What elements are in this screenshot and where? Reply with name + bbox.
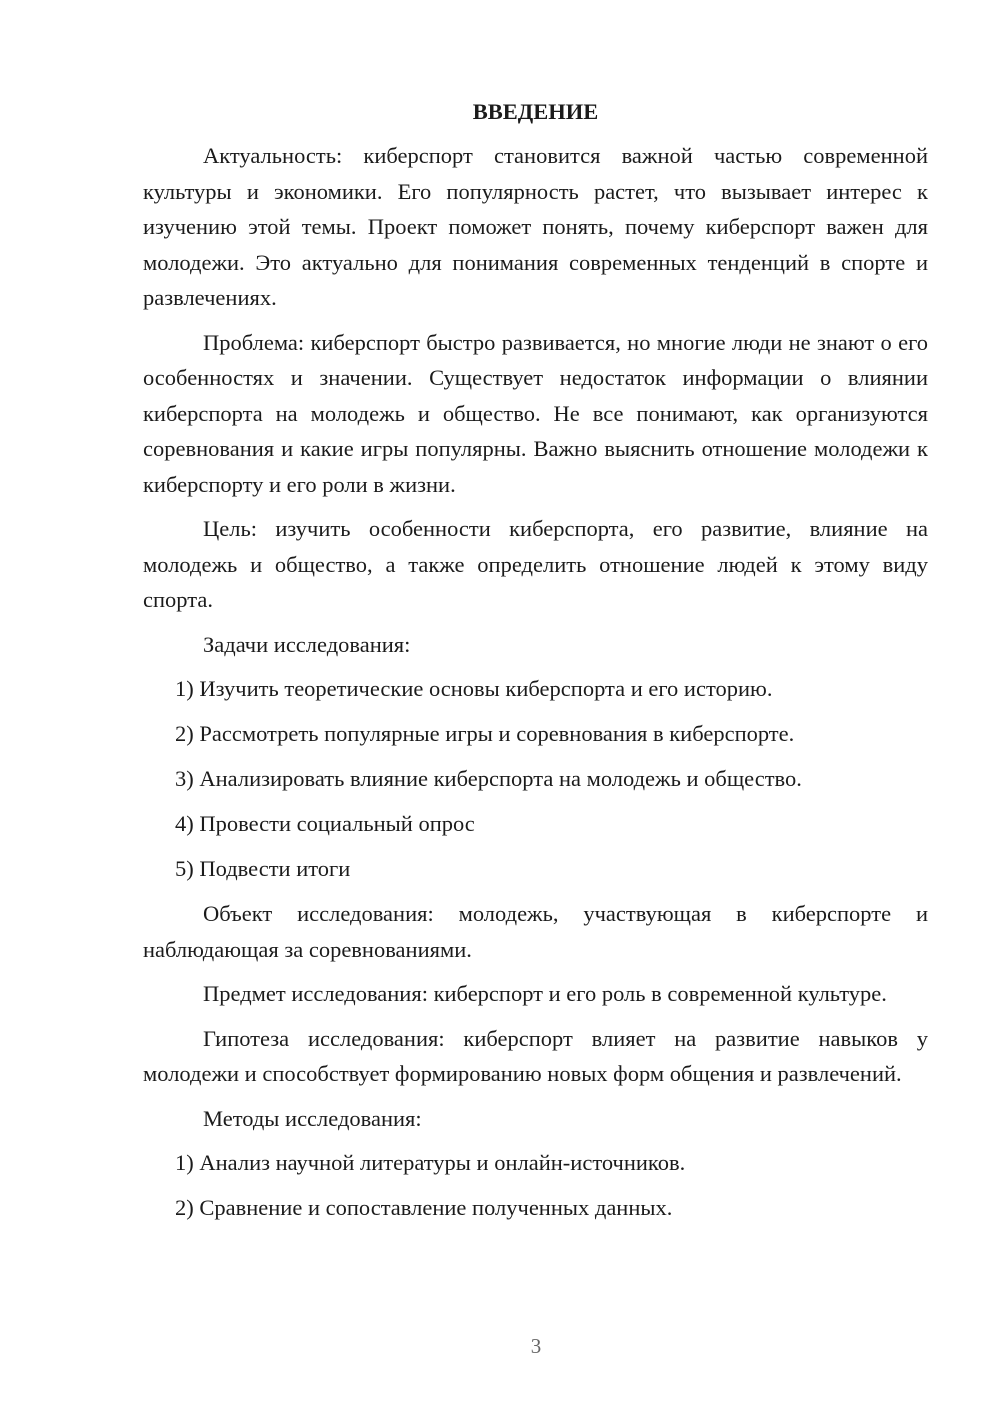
object-paragraph: Объект исследования: молодежь, участвующая в киберспорте и наблюдающая за соревнованиями.: [143, 901, 928, 962]
subject-paragraph: Предмет исследования: киберспорт и его роль в современной культуре.: [203, 981, 887, 1006]
tasks-label: Задачи исследования:: [203, 631, 411, 657]
list-item: 1) Анализ научной литературы и онлайн-источников.: [175, 1150, 686, 1175]
section-title: ВВЕДЕНИЕ: [472, 99, 599, 124]
problem-paragraph: Проблема: киберспорт быстро развивается, но многие люди не знают о его особенностях и значении. Существует недостаток информации о влиянии киберспорта на молодежь и общество. Не все понимают, как организуются соревнования и какие игры популярны. Важно выяснить отношение молодежи к киберспорту и его роли в жизни.: [143, 329, 928, 497]
goal-paragraph: Цель: изучить особенности киберспорта, его развитие, влияние на молодежь и общество, а также определить отношение людей к этому виду спорта.: [143, 516, 928, 612]
document-page: [143, 96, 928, 1235]
methods-list: [143, 1145, 928, 1226]
tasks-list: [143, 671, 928, 887]
relevance-paragraph: Актуальность: киберспорт становится важной частью современной культуры и экономики. Его популярность растет, что вызывает интерес к изучению этой темы. Проект поможет понять, почему киберспорт важен для молодежи. Это актуально для понимания современных тенденций в спорте и развлечениях.: [143, 143, 928, 310]
list-item: 2) Сравнение и сопоставление полученных данных.: [175, 1195, 673, 1220]
list-item: 2) Рассмотреть популярные игры и соревнования в киберспорте.: [175, 721, 795, 746]
list-item: 1) Изучить теоретические основы киберспорта и его историю.: [175, 676, 773, 701]
hypothesis-paragraph: Гипотеза исследования: киберспорт влияет на развитие навыков у молодежи и способствует формированию новых форм общения и развлечений.: [143, 1025, 928, 1086]
list-item: 3) Анализировать влияние киберспорта на молодежь и общество.: [175, 766, 802, 791]
methods-label: Методы исследования:: [203, 1105, 422, 1131]
list-item: 5) Подвести итоги: [175, 856, 351, 881]
list-item: 4) Провести социальный опрос: [175, 811, 475, 836]
page-number: 3: [530, 1334, 542, 1358]
